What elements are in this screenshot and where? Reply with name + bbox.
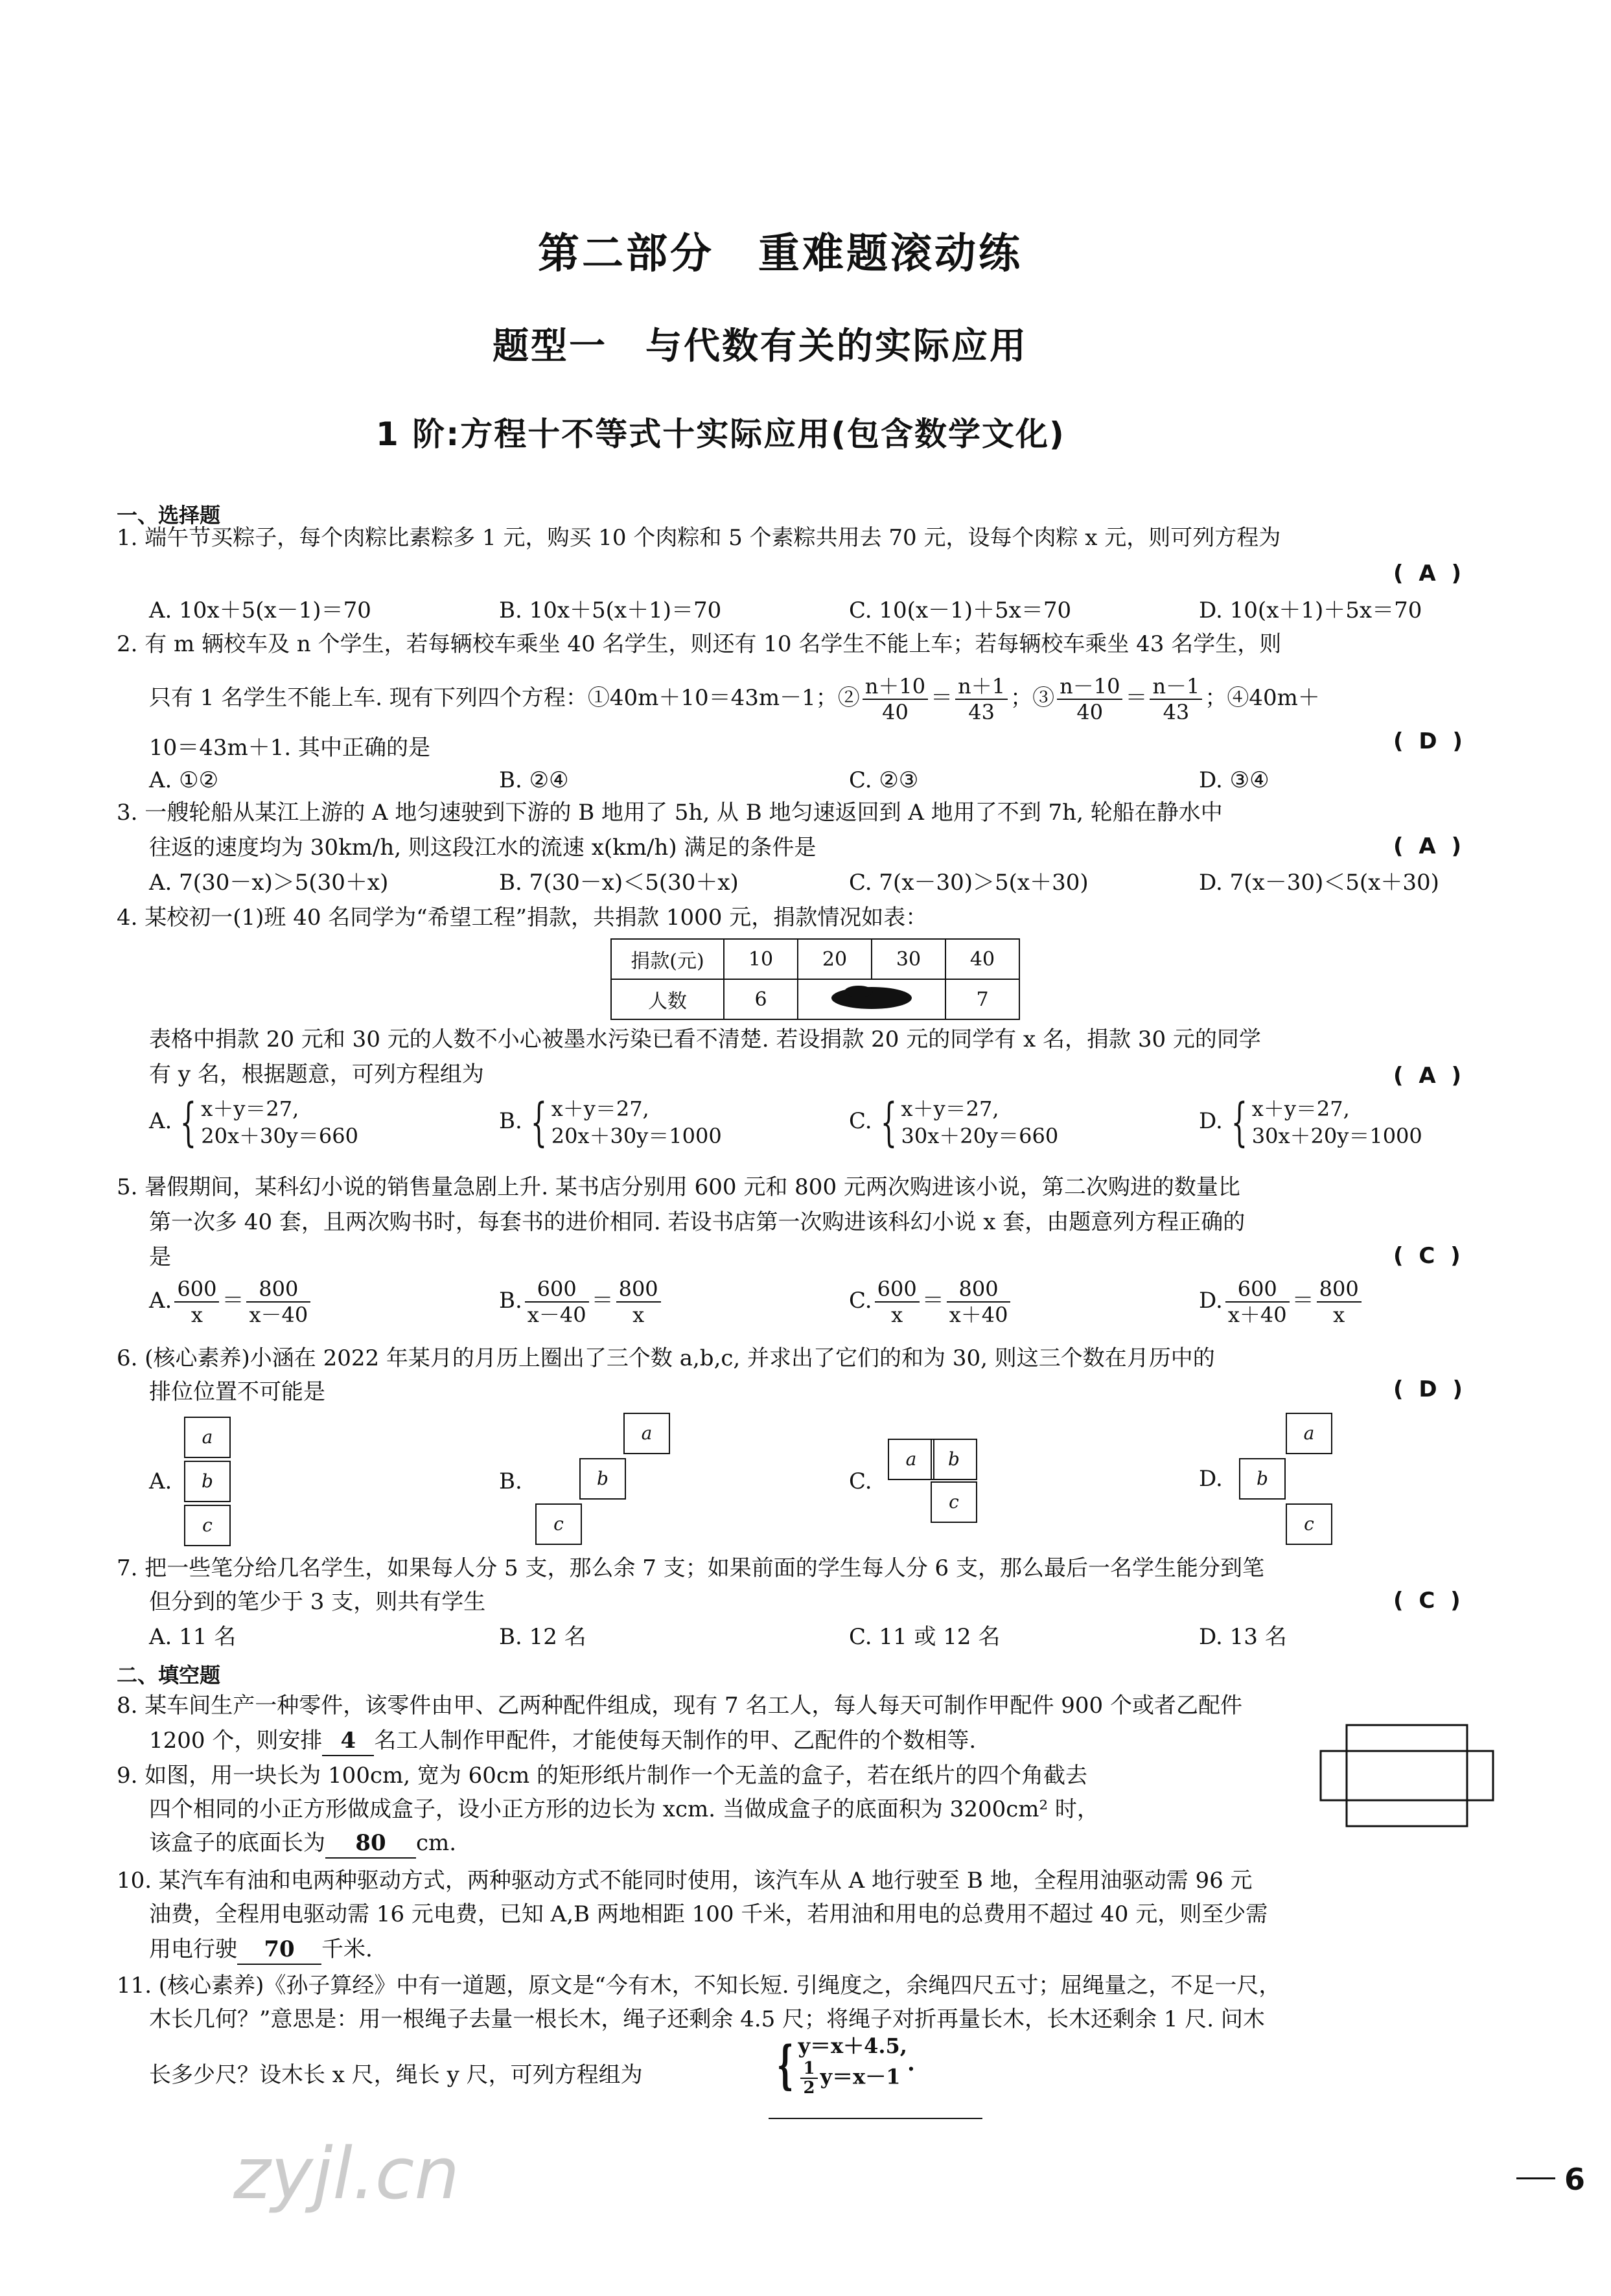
calendar-cell-a: a (184, 1417, 231, 1458)
calendar-cell-a: a (888, 1439, 934, 1480)
q1-option-c: C. 10(x－1)＋5x＝70 (849, 597, 1072, 623)
q9-answer-blank: 80 (325, 1829, 416, 1859)
table-cell: 人数 (611, 979, 724, 1019)
section-choice: 一、选择题 (117, 503, 221, 528)
q3-option-a: A. 7(30－x)＞5(30＋x) (149, 870, 389, 896)
q3-option-c: C. 7(x－30)＞5(x＋30) (849, 870, 1089, 896)
q1-option-b: B. 10x＋5(x＋1)＝70 (499, 597, 722, 623)
q1-option-a: A. 10x＋5(x－1)＝70 (149, 597, 371, 623)
q10-line2: 油费，全程用电驱动需 16 元电费，已知 A,B 两地相距 100 千米，若用油和用电的总费用不超过 40 元，则至少需 (149, 1901, 1268, 1927)
calendar-cell-a: a (623, 1413, 670, 1454)
q6-answer: ( D ) (1393, 1376, 1466, 1402)
q11-line1: 11. (核心素养)《孙子算经》中有一道题，原文是“今有木，不知长短. 引绳度之，余绳四尺五寸；屈绳量之，不足一尺， (117, 1973, 1281, 1999)
q2-answer: ( D ) (1393, 728, 1466, 754)
calendar-cell-b: b (184, 1461, 231, 1502)
q3-option-d: D. 7(x－30)＜5(x＋30) (1199, 870, 1439, 896)
q5-option-c: C. $\frac{600}{x}$ ＝ $\frac{800}{x+40}$ (849, 1277, 1013, 1327)
q9-line3: 该盒子的底面长为 80 cm. (149, 1829, 456, 1859)
q2-option-a: A. ①② (149, 767, 219, 793)
q3-line2: 往返的速度均为 30km/h, 则这段江水的流速 x(km/h) 满足的条件是 (149, 835, 817, 861)
q6-label-a: A. (149, 1468, 172, 1494)
q4-option-a: A. { x＋y＝27, 20x＋30y＝660 (149, 1092, 358, 1152)
q8-line2: 1200 个，则安排 4 名工人制作甲配件，才能使每天制作的甲、乙配件的个数相等. (149, 1726, 976, 1756)
q2-line3: 10＝43m＋1. 其中正确的是 (149, 735, 431, 761)
q9-line1: 9. 如图，用一块长为 100cm, 宽为 60cm 的矩形纸片制作一个无盖的盒子，若在纸片的四个角截去 (117, 1763, 1088, 1789)
q6-line1: 6. (核心素养)小涵在 2022 年某月的月历上圈出了三个数 a,b,c, 并求出了它们的和为 30, 则这三个数在月历中的 (117, 1345, 1215, 1371)
q4-line2: 表格中捐款 20 元和 30 元的人数不小心被墨水污染已看不清楚. 若设捐款 20 元的同学有 x 名，捐款 30 元的同学 (149, 1026, 1261, 1052)
q5-option-d: D. $\frac{600}{x+40}$ ＝ $\frac{800}{x}$ (1199, 1277, 1364, 1327)
q4-line1: 4. 某校初一(1)班 40 名同学为“希望工程”捐款，共捐款 1000 元，捐款情况如表： (117, 905, 928, 931)
q10-answer-blank: 70 (237, 1935, 321, 1965)
q3-answer: ( A ) (1393, 833, 1466, 859)
q1-answer: ( A ) (1393, 561, 1466, 586)
q4-line3: 有 y 名，根据题意，可列方程组为 (149, 1061, 484, 1087)
q5-answer: ( C ) (1393, 1243, 1465, 1269)
q5-option-a: A. $\frac{600}{x}$ ＝ $\frac{800}{x-40}$ (149, 1277, 313, 1327)
calendar-cell-c: c (931, 1481, 977, 1523)
q5-line3: 是 (149, 1244, 171, 1270)
q7-option-a: A. 11 名 (149, 1624, 237, 1650)
page-number-dash (1516, 2177, 1555, 2179)
q4-option-c: C. { x＋y＝27, 30x＋20y＝660 (849, 1092, 1059, 1152)
section-fill: 二、填空题 (117, 1663, 221, 1687)
q6-label-d: D. (1199, 1466, 1223, 1492)
q11-answer-underline (769, 2118, 982, 2119)
q7-answer: ( C ) (1393, 1588, 1465, 1614)
q1-text: 1. 端午节买粽子，每个肉粽比素粽多 1 元，购买 10 个肉粽和 5 个素粽共用去 70 元，设每个肉粽 x 元，则可列方程为 (117, 525, 1281, 551)
q7-option-c: C. 11 或 12 名 (849, 1624, 1001, 1650)
table-cell: 20 (798, 939, 872, 979)
q5-line2: 第一次多 40 套，且两次购书时，每套书的进价相同. 若设书店第一次购进该科幻小说 x 套，由题意列方程正确的 (149, 1209, 1246, 1235)
q11-line2: 木长几何？”意思是：用一根绳子去量一根长木，绳子还剩余 4.5 尺；将绳子对折再量长木，长木还剩余 1 尺. 问木 (149, 2006, 1265, 2032)
level-title: 1 阶:方程十不等式十实际应用(包含数学文化) (376, 415, 1065, 453)
question-type-title: 题型一 与代数有关的实际应用 (493, 325, 1028, 367)
q8-answer-blank: 4 (322, 1726, 374, 1756)
table-cell: 30 (872, 939, 945, 979)
q7-line1: 7. 把一些笔分给几名学生，如果每人分 5 支，那么余 7 支；如果前面的学生每人分 6 支，那么最后一名学生能分到笔 (117, 1555, 1264, 1581)
q7-line2: 但分到的笔少于 3 支，则共有学生 (149, 1589, 486, 1615)
box-net-diagram (1319, 1724, 1494, 1827)
calendar-cell-b: b (579, 1458, 626, 1500)
q3-option-b: B. 7(30－x)＜5(30＋x) (499, 870, 739, 896)
table-cell: 6 (724, 979, 798, 1019)
q2-option-b: B. ②④ (499, 767, 569, 793)
q2-line1: 2. 有 m 辆校车及 n 个学生，若每辆校车乘坐 40 名学生，则还有 10 名学生不能上车；若每辆校车乘坐 43 名学生，则 (117, 631, 1282, 657)
q11-line3: 长多少尺？设木长 x 尺，绳长 y 尺，可列方程组为 (149, 2062, 643, 2088)
table-cell: 40 (945, 939, 1019, 979)
q10-line3: 用电行驶 70 千米. (149, 1935, 373, 1965)
calendar-cell-a: a (1286, 1413, 1332, 1454)
donation-table (610, 938, 1020, 1020)
part-title: 第二部分 重难题滚动练 (538, 230, 1023, 278)
q2-option-d: D. ③④ (1199, 767, 1269, 793)
calendar-cell-c: c (1286, 1503, 1332, 1545)
table-row (611, 939, 1019, 979)
ink-stain-cell (798, 979, 945, 1019)
q1-option-d: D. 10(x＋1)＋5x＝70 (1199, 597, 1422, 623)
q5-line1: 5. 暑假期间，某科幻小说的销售量急剧上升. 某书店分别用 600 元和 800 元两次购进该小说，第二次购进的数量比 (117, 1174, 1240, 1200)
q11-answer: { y＝x＋4.5, $\frac{1}{2}$ y＝x－1 . (776, 2034, 915, 2098)
q3-line1: 3. 一艘轮船从某江上游的 A 地匀速驶到下游的 B 地用了 5h, 从 B 地匀速返回到 A 地用了不到 7h, 轮船在静水中 (117, 800, 1223, 826)
watermark: zyjl.cn (233, 2132, 460, 2215)
q4-answer: ( A ) (1393, 1063, 1466, 1089)
q2-line2: 只有 1 名学生不能上车. 现有下列四个方程：①40m＋10＝43m－1；② $\frac{n+10}{40}$ ＝ $\frac{n+1}{43}$ ；③ $\frac{n-10}{40}$ ＝ $\frac{n-1}{43}$ ；④40m＋ (149, 674, 1320, 725)
q7-option-d: D. 13 名 (1199, 1624, 1287, 1650)
q6-line2: 排位位置不可能是 (149, 1379, 325, 1405)
q9-line2: 四个相同的小正方形做成盒子，设小正方形的边长为 xcm. 当做成盒子的底面积为 3200cm² 时， (149, 1796, 1099, 1822)
calendar-cell-b: b (931, 1439, 977, 1480)
q4-option-b: B. { x＋y＝27, 20x＋30y＝1000 (499, 1092, 722, 1152)
q7-option-b: B. 12 名 (499, 1624, 586, 1650)
q10-line1: 10. 某汽车有油和电两种驱动方式，两种驱动方式不能同时使用，该汽车从 A 地行驶至 B 地，全程用油驱动需 96 元 (117, 1868, 1253, 1894)
calendar-cell-b: b (1239, 1458, 1286, 1500)
calendar-cell-c: c (184, 1505, 231, 1546)
q5-option-b: B. $\frac{600}{x-40}$ ＝ $\frac{800}{x}$ (499, 1277, 664, 1327)
q4-option-d: D. { x＋y＝27, 30x＋20y＝1000 (1199, 1092, 1422, 1152)
table-cell: 7 (945, 979, 1019, 1019)
calendar-cell-c: c (535, 1503, 582, 1545)
table-cell: 10 (724, 939, 798, 979)
page-number: 6 (1564, 2162, 1586, 2197)
q2-option-c: C. ②③ (849, 767, 919, 793)
table-cell: 捐款(元) (611, 939, 724, 979)
ink-blot-icon (826, 982, 917, 1011)
q8-line1: 8. 某车间生产一种零件，该零件由甲、乙两种配件组成，现有 7 名工人，每人每天可制作甲配件 900 个或者乙配件 (117, 1693, 1243, 1719)
q6-label-b: B. (499, 1468, 522, 1494)
table-row (611, 979, 1019, 1019)
q6-label-c: C. (849, 1468, 872, 1494)
